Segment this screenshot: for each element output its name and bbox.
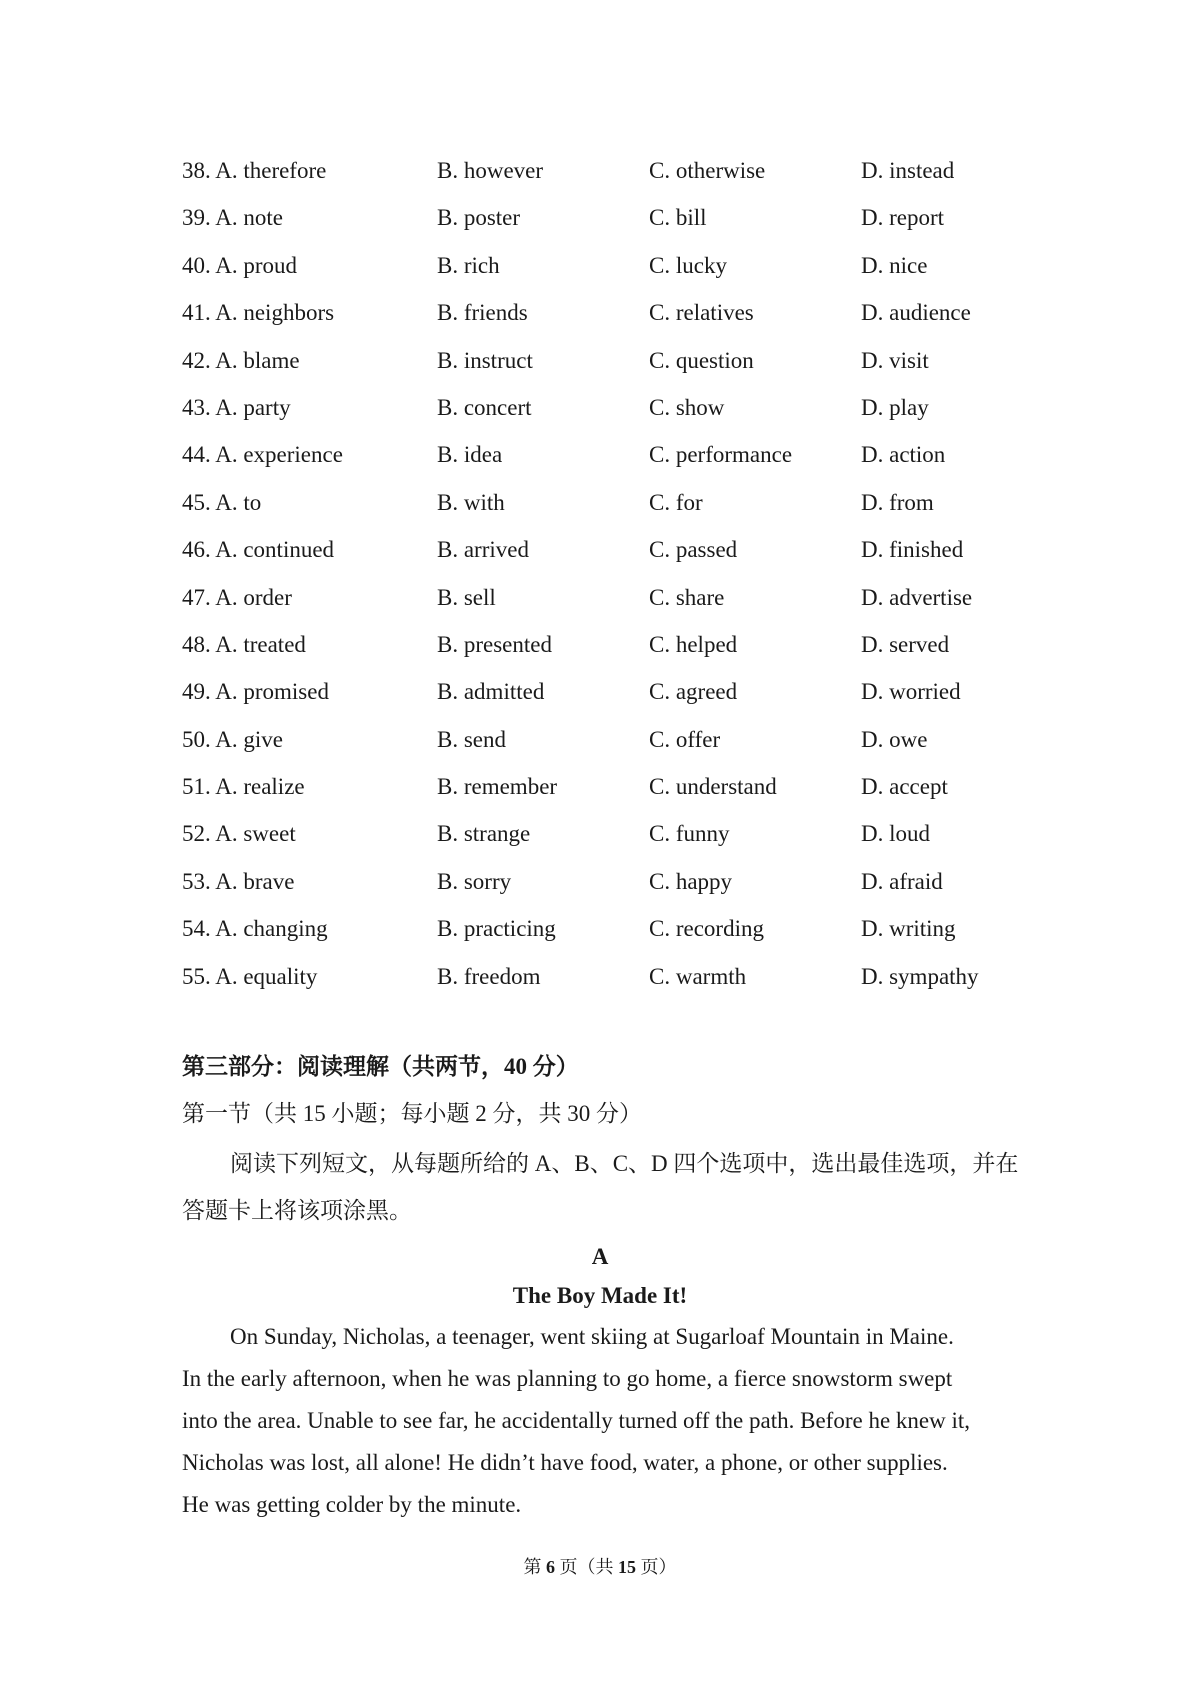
passage-line: On Sunday, Nicholas, a teenager, went skiing at Sugarloaf Mountain in Maine. [230, 1324, 954, 1349]
option-b: B. presented [437, 631, 552, 657]
footer-prefix: 第 [523, 1557, 546, 1577]
option-b: B. freedom [437, 963, 541, 989]
option-a: 50. A. give [182, 726, 283, 752]
option-d: D. worried [861, 679, 961, 705]
option-a: 42. A. blame [182, 347, 300, 373]
option-row [182, 574, 1042, 621]
option-d: D. writing [861, 916, 956, 942]
option-d: D. advertise [861, 584, 973, 610]
option-row [182, 526, 1042, 573]
option-a: 45. A. to [182, 489, 262, 515]
option-c: C. performance [649, 442, 793, 468]
option-b: B. instruct [437, 347, 533, 373]
footer-page-number: 6 [546, 1557, 555, 1577]
option-c: C. share [649, 584, 725, 610]
option-row [182, 337, 1042, 384]
option-d: D. finished [861, 537, 964, 563]
options-table [182, 147, 1042, 1000]
option-row [182, 763, 1042, 810]
option-c: C. funny [649, 821, 730, 847]
footer-middle: 页（共 [555, 1557, 618, 1577]
option-row [182, 810, 1042, 857]
option-b: B. send [437, 726, 506, 752]
option-c: C. otherwise [649, 158, 766, 183]
passage-line: In the early afternoon, when he was planning to go home, a fierce snowstorm swept [182, 1366, 953, 1391]
option-a: 41. A. neighbors [182, 300, 335, 326]
option-d: D. from [861, 489, 934, 515]
option-a: 55. A. equality [182, 963, 318, 989]
passage-body [182, 1316, 1042, 1526]
option-row [182, 858, 1042, 905]
passage-line: He was getting colder by the minute. [182, 1492, 522, 1517]
option-b: B. friends [437, 300, 528, 326]
option-b: B. idea [437, 442, 503, 468]
option-row [182, 242, 1042, 289]
option-d: D. instead [861, 158, 955, 183]
option-row [182, 431, 1042, 478]
option-b: B. sell [437, 584, 496, 610]
option-a: 47. A. order [182, 584, 292, 610]
option-a: 46. A. continued [182, 537, 335, 563]
option-c: C. question [649, 347, 754, 373]
option-row [182, 953, 1042, 1000]
option-d: D. nice [861, 252, 928, 278]
option-b: B. remember [437, 774, 558, 800]
passage-line: Nicholas was lost, all alone! He didn’t have food, water, a phone, or other supplies. [182, 1450, 948, 1475]
passage-letter: A [591, 1244, 609, 1269]
option-b: B. arrived [437, 537, 529, 563]
option-c: C. passed [649, 537, 738, 563]
option-c: C. bill [649, 205, 707, 231]
option-d: D. action [861, 442, 946, 468]
option-row [182, 716, 1042, 763]
option-b: B. rich [437, 252, 500, 278]
footer-suffix: 页） [636, 1557, 677, 1577]
option-c: C. helped [649, 631, 738, 657]
option-c: C. relatives [649, 300, 754, 326]
option-d: D. afraid [861, 868, 943, 894]
option-row [182, 194, 1042, 241]
option-c: C. understand [649, 774, 777, 800]
option-d: D. owe [861, 726, 928, 752]
option-b: B. however [437, 158, 544, 183]
option-c: C. lucky [649, 252, 727, 278]
option-b: B. poster [437, 205, 521, 231]
option-a: 52. A. sweet [182, 821, 296, 847]
option-c: C. recording [649, 916, 764, 942]
option-c: C. happy [649, 868, 733, 894]
option-a: 38. A. therefore [182, 158, 327, 183]
option-c: C. show [649, 394, 725, 420]
option-b: B. concert [437, 394, 532, 420]
option-row [182, 384, 1042, 431]
passage-line: into the area. Unable to see far, he accidentally turned off the path. Before he knew it, [182, 1408, 970, 1433]
option-d: D. sympathy [861, 963, 979, 989]
option-row [182, 905, 1042, 952]
option-row [182, 147, 1042, 194]
option-d: D. accept [861, 774, 948, 800]
option-c: C. offer [649, 726, 721, 752]
option-d: D. audience [861, 300, 971, 326]
option-d: D. served [861, 631, 950, 657]
option-a: 48. A. treated [182, 631, 306, 657]
option-b: B. with [437, 489, 505, 515]
option-a: 49. A. promised [182, 679, 329, 705]
page-footer [0, 1552, 1200, 1582]
option-b: B. sorry [437, 868, 512, 894]
option-a: 39. A. note [182, 205, 283, 231]
option-d: D. report [861, 205, 945, 231]
option-row [182, 289, 1042, 336]
option-a: 51. A. realize [182, 774, 305, 800]
option-a: 53. A. brave [182, 868, 295, 894]
section-subtitle: 第一节（共 15 小题；每小题 2 分，共 30 分） [182, 1101, 642, 1126]
option-row [182, 479, 1042, 526]
section-instruction: 阅读下列短文，从每题所给的 A、B、C、D 四个选项中，选出最佳选项，并在答题卡上将该项涂黑。 [182, 1151, 1019, 1223]
option-a: 43. A. party [182, 394, 291, 420]
option-b: B. strange [437, 821, 531, 847]
option-b: B. admitted [437, 679, 545, 705]
option-row [182, 668, 1042, 715]
passage-title: The Boy Made It! [512, 1283, 688, 1308]
option-d: D. loud [861, 821, 930, 847]
option-d: D. visit [861, 347, 929, 373]
option-c: C. for [649, 489, 703, 515]
footer-total-pages: 15 [618, 1557, 636, 1577]
section-title: 第三部分：阅读理解（共两节，40 分） [182, 1054, 579, 1079]
option-c: C. warmth [649, 963, 747, 989]
option-a: 40. A. proud [182, 252, 297, 278]
option-row [182, 621, 1042, 668]
option-b: B. practicing [437, 916, 556, 942]
option-a: 44. A. experience [182, 442, 343, 468]
option-d: D. play [861, 394, 929, 420]
option-c: C. agreed [649, 679, 738, 705]
option-a: 54. A. changing [182, 916, 328, 942]
